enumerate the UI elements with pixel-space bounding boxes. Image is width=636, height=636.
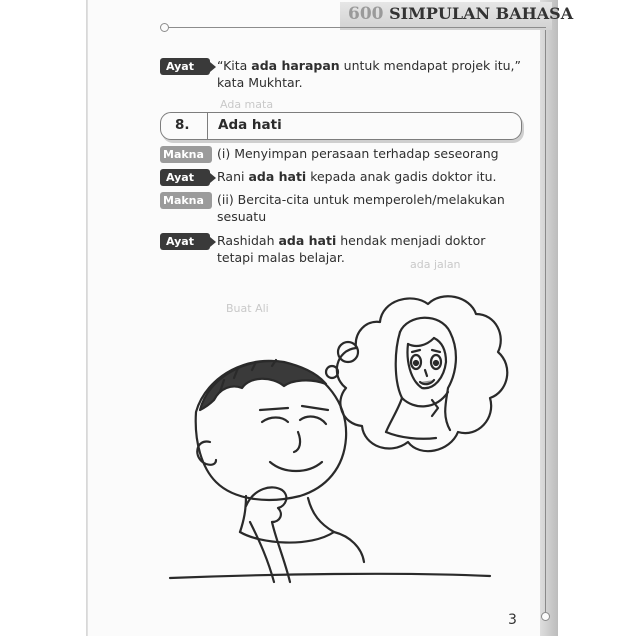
idiom-title: Ada hati: [218, 117, 282, 133]
ayat-badge: Ayat: [160, 233, 210, 250]
boy-figure: [170, 360, 490, 582]
ayat-badge: Ayat: [160, 58, 210, 75]
idiom-heading: [160, 112, 522, 140]
show-through-text: ada jalan: [410, 258, 461, 271]
idiom-number: 8.: [175, 117, 190, 133]
makna-badge: Makna: [160, 146, 212, 163]
thought-bubble-small: [338, 342, 358, 362]
show-through-text: Ada mata: [220, 98, 274, 111]
idiom-highlight: ada hati: [248, 169, 307, 184]
example-text: Rashidah ada hati hendak menjadi doktor tetapi malas belajar.: [217, 233, 486, 265]
book-title-text: SIMPULAN BAHASA: [389, 4, 574, 23]
girl-figure: [386, 318, 456, 439]
makna-badge: Makna: [160, 192, 212, 209]
book-title: [348, 4, 573, 24]
header-rule: [166, 27, 546, 28]
meaning-text: (i) Menyimpan perasaan terhadap seseorang: [217, 146, 499, 161]
show-through-text: Buat Ali: [226, 302, 269, 315]
ayat-badge: Ayat: [160, 169, 210, 186]
margin-rule: [545, 28, 546, 616]
example-text: Rani ada hati kepada anak gadis doktor itu.: [217, 169, 497, 184]
book-title-number: 600: [348, 4, 384, 24]
margin-rule-end: [541, 612, 550, 621]
idiom-highlight: ada hati: [278, 233, 337, 248]
thought-bubble: [337, 296, 507, 451]
daydream-illustration: [150, 292, 520, 592]
header-rule-end: [160, 23, 169, 32]
meaning-text: (ii) Bercita-cita untuk memperoleh/melakukan sesuatu: [217, 192, 505, 224]
example-text: “Kita ada harapan untuk mendapat projek itu,” kata Mukhtar.: [217, 58, 521, 90]
page-edge-band: [540, 0, 558, 636]
page-number: 3: [508, 612, 517, 628]
idiom-highlight: ada harapan: [251, 58, 340, 73]
heading-divider: [207, 113, 208, 139]
